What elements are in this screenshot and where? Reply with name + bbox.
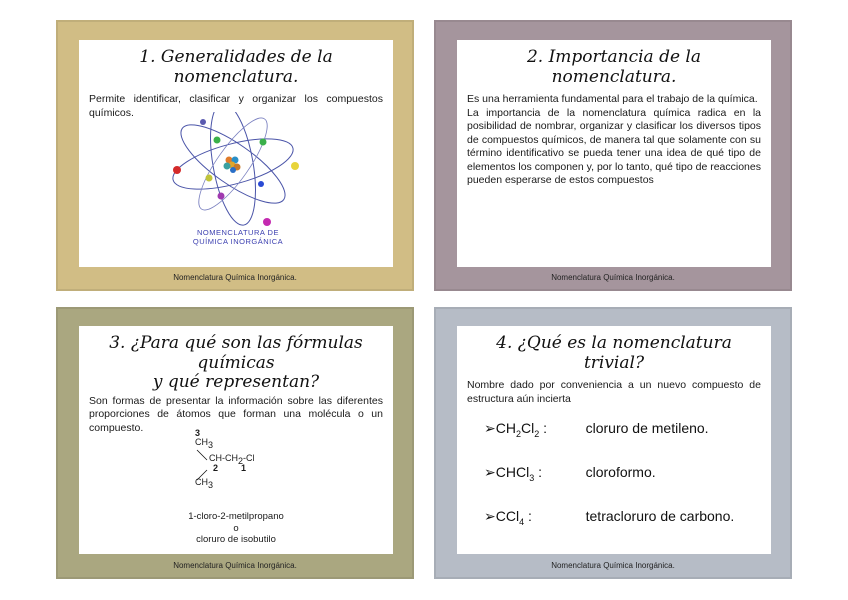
card-3-title-line-2: y qué representan? [152, 372, 320, 393]
slide-card-1 [56, 20, 414, 291]
card-2-text: Es una herramienta fundamental para el trabajo de la química. [467, 93, 758, 106]
methyl-top: $CH_3$ [195, 437, 214, 450]
trivial-item-1: $➢CH_2Cl_2$ : cloruro de metileno. [484, 420, 709, 439]
card-4-footer: Nomenclatura Química Inorgánica. [551, 561, 675, 570]
card-2-footer: Nomenclatura Química Inorgánica. [551, 273, 675, 282]
card-2-title: 2. Importancia de la nomenclatura. [526, 47, 702, 87]
nomenclature-logo [173, 228, 303, 246]
trivial-name-2: cloroformo. [585, 464, 656, 480]
carbon-number-3: 3 [195, 428, 201, 438]
card-1-content [79, 40, 393, 267]
logo-line-2: QUÍMICA INORGÁNICA [192, 237, 284, 246]
slide-card-2 [434, 20, 792, 291]
carbon-number-1: 1 [241, 463, 247, 473]
card-3-footer: Nomenclatura Química Inorgánica. [173, 561, 297, 570]
trivial-name-3: tetracloruro de carbono. [585, 508, 735, 524]
atom-illustration [163, 112, 303, 232]
logo-line-1: NOMENCLATURA DE [197, 228, 279, 237]
card-3-text: Son formas de presentar la información sobre las diferentes proporciones de átomos que forman una molécula o un compuesto. [89, 394, 383, 434]
card-1-text: Permite identificar, clasificar y organizar los compuestos químicos. [89, 93, 383, 119]
trivial-item-3: ➢CCl$_4$ : tetracloruro de carbono. [484, 508, 735, 527]
card-4-title: 4. ¿Qué es la nomenclatura trivial? [496, 333, 732, 373]
or-connector: o [233, 523, 239, 534]
card-4-text: Nombre dado por conveniencia a un nuevo compuesto de estructura aún incierta [467, 379, 761, 405]
card-2-content [457, 40, 771, 267]
main-chain: $CH-CH_2-Cl$ [209, 453, 255, 466]
iupac-name: 1-cloro-2-metilpropano [188, 511, 284, 522]
structural-formula [179, 428, 299, 498]
card-4-content [457, 326, 771, 554]
card-1-footer: Nomenclatura Química Inorgánica. [173, 273, 297, 282]
methyl-bottom: $CH_3$ [195, 477, 214, 490]
card-3-title [89, 334, 383, 393]
slide-card-4 [434, 307, 792, 579]
common-name: cloruro de isobutilo [196, 534, 276, 545]
card-2-text-2: La importancia de la nomenclatura química radica en la posibilidad de nombrar, organizar y clasificar los diversos tipos de compuestos químicos, de manera tal que solamente con su término identificativo se pueda tener una idea de qué tipo de elementos los componen y, por lo tanto, qué tipo de reacciones pueden esperarse de estos compuestos [467, 106, 761, 187]
card-3-content [79, 326, 393, 554]
card-3-title-line-1: 3. ¿Para qué son las fórmulas químicas [109, 333, 363, 373]
card-1-title: 1. Generalidades de la nomenclatura. [139, 47, 333, 87]
trivial-item-2: ➢CHCl$_3$ : cloroformo. [484, 464, 656, 483]
trivial-name-1: cloruro de metileno. [585, 420, 709, 436]
carbon-number-2: 2 [213, 463, 219, 473]
slide-card-3 [56, 307, 414, 579]
